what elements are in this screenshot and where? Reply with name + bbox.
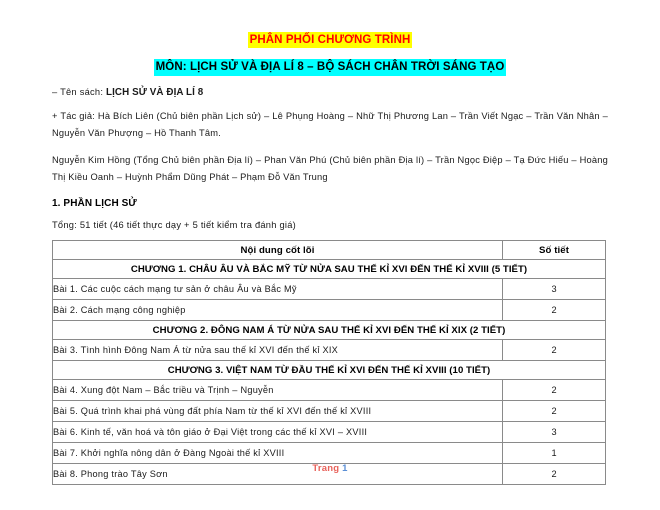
column-header-content: Nội dung cốt lõi [53,241,503,260]
section-heading-history: 1. PHẦN LỊCH SỬ [52,198,137,210]
lesson-content-cell: Bài 8. Phong trào Tây Sơn [53,464,503,485]
table-row-chapter [53,321,606,340]
table-header-row [53,241,606,260]
table-row-lesson [53,279,606,300]
lesson-period-count-cell: 2 [503,401,606,422]
lesson-period-count-cell: 2 [503,340,606,361]
chapter-title-cell: CHƯƠNG 1. CHÂU ÂU VÀ BẮC MỸ TỪ NỬA SAU THẾ KỈ XVI ĐẾN THẾ KỈ XVIII (5 TIẾT) [53,260,606,279]
lesson-content-cell: Bài 3. Tình hình Đông Nam Á từ nửa sau thế kỉ XVI đến thế kỉ XIX [53,340,503,361]
authors-line-history: + Tác giả: Hà Bích Liên (Chủ biên phần Lịch sử) – Lê Phụng Hoàng – Nhữ Thị Phương Lan – Trần Viết Ngạc – Trần Văn Nhân – Nguyễn Văn Phượng – Hồ Thanh Tâm. [52,110,608,138]
curriculum-table [52,240,606,485]
lesson-content-cell: Bài 6. Kinh tế, văn hoá và tôn giáo ở Đại Việt trong các thế kỉ XVI – XVIII [53,422,503,443]
subtitle-container [52,57,608,75]
total-periods-line: Tổng: 51 tiết (46 tiết thực dạy + 5 tiết kiểm tra đánh giá) [52,220,296,231]
table-row-lesson [53,443,606,464]
chapter-title-cell: CHƯƠNG 3. VIỆT NAM TỪ ĐẦU THẾ KỈ XVI ĐẾN THẾ KỈ XVIII (10 TIẾT) [53,361,606,380]
title-container [52,30,608,48]
footer-page-number: 1 [342,463,348,474]
column-header-count: Số tiết [503,241,606,260]
lesson-period-count-cell: 2 [503,300,606,321]
page-title: PHÂN PHỐI CHƯƠNG TRÌNH [248,32,413,48]
table-row-chapter [53,361,606,380]
table-row-chapter [53,260,606,279]
table-row-lesson [53,422,606,443]
table-row-lesson [53,380,606,401]
lesson-period-count-cell: 1 [503,443,606,464]
lesson-period-count-cell: 3 [503,422,606,443]
lesson-period-count-cell: 2 [503,464,606,485]
lesson-period-count-cell: 2 [503,380,606,401]
footer-label: Trang [312,463,340,474]
lesson-content-cell: Bài 2. Cách mạng công nghiệp [53,300,503,321]
page-footer [0,463,660,474]
lesson-content-cell: Bài 4. Xung đột Nam – Bắc triều và Trịnh – Nguyễn [53,380,503,401]
table-row-lesson [53,401,606,422]
lesson-content-cell: Bài 7. Khởi nghĩa nông dân ở Đàng Ngoài thế kỉ XVIII [53,443,503,464]
lesson-period-count-cell: 3 [503,279,606,300]
table-body [53,260,606,485]
book-name-line [52,88,608,98]
lesson-content-cell: Bài 1. Các cuộc cách mạng tư sản ở châu Âu và Bắc Mỹ [53,279,503,300]
authors-line-geography: Nguyễn Kim Hồng (Tổng Chủ biên phần Địa lí) – Phan Văn Phú (Chủ biên phần Địa lí) – Trần Ngọc Điệp – Tạ Đức Hiếu – Hoàng Thị Kiều Oanh – Huỳnh Phẩm Dũng Phát – Phạm Đỗ Văn Trung [52,154,608,183]
table-row-lesson [53,300,606,321]
page-subtitle: MÔN: LỊCH SỬ VÀ ĐỊA LÍ 8 – BỘ SÁCH CHÂN TRỜI SÁNG TẠO [154,59,507,75]
table-row-lesson [53,340,606,361]
book-name-label: – Tên sách: [52,86,104,97]
chapter-title-cell: CHƯƠNG 2. ĐÔNG NAM Á TỪ NỬA SAU THẾ KỈ XVI ĐẾN THẾ KỈ XIX (2 TIẾT) [53,321,606,340]
lesson-content-cell: Bài 5. Quá trình khai phá vùng đất phía Nam từ thế kỉ XVI đến thế kỉ XVIII [53,401,503,422]
book-name-value: LỊCH SỬ VÀ ĐỊA LÍ 8 [106,86,204,98]
